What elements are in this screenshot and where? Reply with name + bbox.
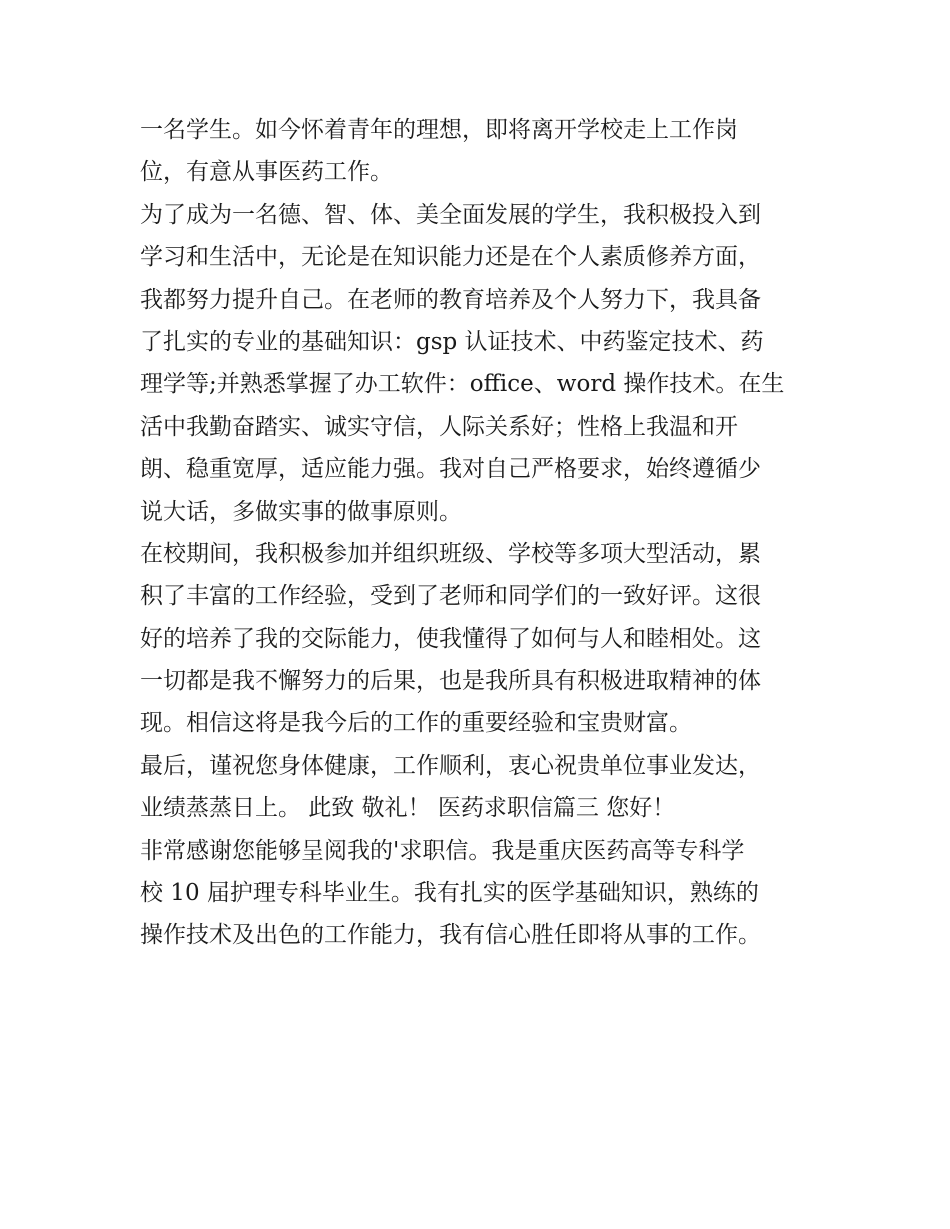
text-line: 一名学生。如今怀着青年的理想，即将离开学校走上工作岗 — [140, 117, 738, 143]
text-line: 活中我勤奋踏实、诚实守信，人际关系好；性格上我温和开 — [140, 413, 738, 440]
text-line: 理学等;并熟悉掌握了办工软件：office、word 操作技术。在生 — [140, 371, 785, 398]
text-line: 学习和生活中，无论是在知识能力还是在个人素质修养方面， — [140, 244, 761, 271]
text-line: 最后，谨祝您身体健康，工作顺利，衷心祝贵单位事业发达， — [140, 752, 761, 779]
text-line: 我都努力提升自己。在老师的教育培养及个人努力下，我具备 — [140, 286, 761, 313]
text-line: 校 10 届护理专科毕业生。我有扎实的医学基础知识，熟练的 — [140, 880, 759, 907]
text-line: 业绩蒸蒸日上。 此致 敬礼！ 医药求职信篇三 您好！ — [140, 795, 676, 822]
text-line: 为了成为一名德、智、体、美全面发展的学生，我积极投入到 — [140, 201, 761, 228]
text-line: 非常感谢您能够呈阅我的'求职信。我是重庆医药高等专科学 — [140, 837, 745, 864]
text-line: 积了丰富的工作经验，受到了老师和同学们的一致好评。这很 — [140, 583, 761, 610]
text-line: 说大话，多做实事的做事原则。 — [140, 498, 462, 525]
text-line: 操作技术及出色的工作能力，我有信心胜任即将从事的工作。 — [140, 922, 761, 949]
text-line: 朗、稳重宽厚，适应能力强。我对自己严格要求，始终遵循少 — [140, 456, 761, 483]
text-line: 好的培养了我的交际能力，使我懂得了如何与人和睦相处。这 — [140, 625, 761, 652]
letter-body — [140, 109, 820, 957]
text-line: 在校期间，我积极参加并组织班级、学校等多项大型活动，累 — [140, 540, 761, 567]
text-line: 现。相信这将是我今后的工作的重要经验和宝贵财富。 — [140, 710, 692, 737]
text-line: 了扎实的专业的基础知识：gsp 认证技术、中药鉴定技术、药 — [140, 328, 764, 355]
text-line: 一切都是我不懈努力的后果，也是我所具有积极进取精神的体 — [140, 668, 761, 695]
text-line: 位，有意从事医药工作。 — [140, 159, 393, 186]
